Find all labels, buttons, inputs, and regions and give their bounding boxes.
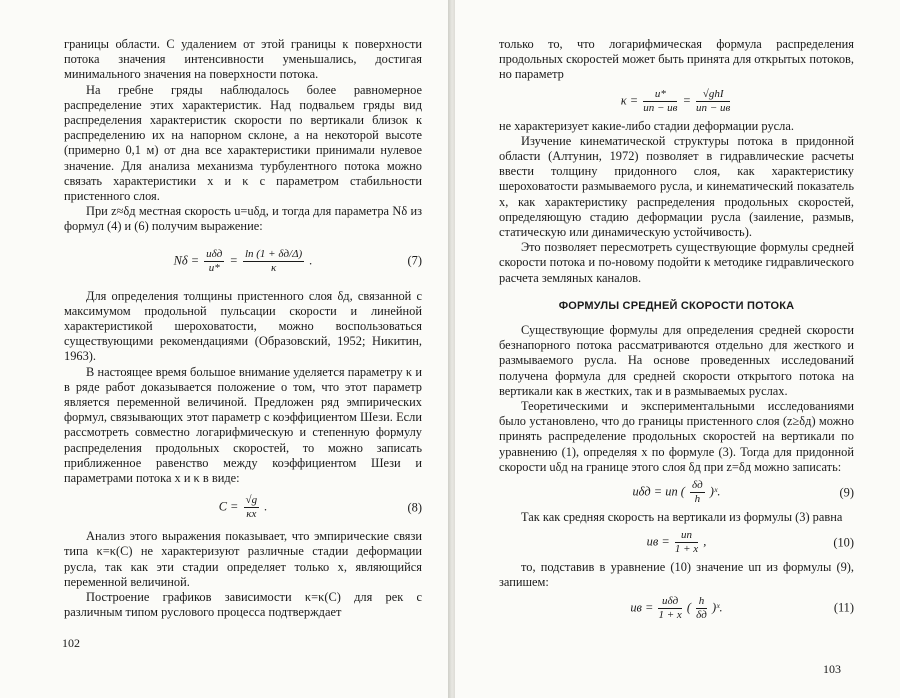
- left-para-4: Для определения толщины пристенного слоя δд, связанной с максимумом продольной пульсации скорости и линейной характеристикой шероховатости, можно воспользоваться существующими рекомендациями (Образовский, 1952; Никитин, 1963).: [64, 288, 422, 364]
- eq8-lhs: C =: [218, 499, 239, 514]
- right-text-column: [499, 37, 854, 622]
- eqk-f1-numerator: u*: [643, 88, 677, 102]
- eq11-f2-denominator: δд: [696, 608, 707, 621]
- right-page: [455, 0, 900, 698]
- equation-kappa: [499, 88, 854, 115]
- left-para-5: В настоящее время большое внимание уделяется параметру κ и в ряде работ доказывается положение о том, что этот параметр является переменной величиной. Предложен ряд эмпирических формул, связывающих этот параметр с коэффициентом Шези. Если рассмотреть совместно логарифмическую и степенную формулу распределения продольных скоростей, то можно записать приближенное равенство между коэффициентом Шези и параметрами потока x и κ в виде:: [64, 364, 422, 486]
- eqk-equals: =: [682, 92, 691, 107]
- equation-11: [499, 595, 854, 622]
- left-para-7: Построение графиков зависимости κ=κ(C) для рек с различным типом руслового процесса подтверждает: [64, 590, 422, 620]
- eq10-fraction: [675, 529, 698, 556]
- right-para-1: только то, что логарифмическая формула распределения продольных скоростей может быть принята для открытых потоков, но параметр: [499, 37, 854, 82]
- eqk-f1-denominator: uп − uв: [643, 101, 678, 114]
- eq9-lhs: uδд = uп (: [632, 484, 685, 499]
- section-heading: ФОРМУЛЫ СРЕДНЕЙ СКОРОСТИ ПОТОКА: [558, 299, 795, 312]
- eq11-number: (11): [833, 600, 854, 615]
- eq10-lhs: uв =: [646, 534, 670, 549]
- eq9-denominator: h: [694, 493, 701, 506]
- right-para-2: не характеризует какие-либо стадии деформации русла.: [499, 118, 794, 133]
- eq11-tail: )ˣ.: [711, 600, 723, 615]
- eq9-tail: )ˣ.: [709, 484, 721, 499]
- right-para-7: Так как средняя скорость на вертикали из формулы (3) равна: [521, 510, 843, 525]
- eq11-f1-numerator: uδд: [658, 595, 681, 609]
- eqk-f2-numerator: √ghI: [696, 88, 730, 102]
- eq11-f1-denominator: 1 + x: [658, 608, 682, 621]
- eq11-paren: (: [686, 600, 692, 615]
- equation-7: [64, 248, 422, 275]
- eq7-f2-denominator: κ: [270, 261, 277, 274]
- eq11-lhs: uв =: [630, 600, 654, 615]
- eqk-fraction-1: [643, 88, 677, 115]
- page-number-right: 103: [823, 662, 841, 676]
- eq8-number: (8): [407, 500, 422, 515]
- eq11-fraction-1: [658, 595, 681, 622]
- right-para-8: то, подставив в уравнение (10) значение uп из формулы (9), запишем:: [499, 560, 854, 590]
- eq8-denominator: κx: [246, 508, 257, 521]
- eq10-numerator: uп: [675, 529, 698, 543]
- left-para-1: границы области. С удалением от этой границы к поверхности потока значения интенсивности уменьшались, достигая минимального значения на поверхности потока.: [64, 37, 422, 82]
- eq8-tail: .: [264, 499, 268, 514]
- equation-9: [499, 479, 854, 506]
- eq8-fraction: [244, 494, 260, 521]
- page-number-left: 102: [62, 636, 80, 650]
- eqk-fraction-2: [696, 88, 730, 115]
- eq7-fraction-1: [204, 248, 224, 275]
- eq7-equals: =: [229, 252, 238, 267]
- left-para-2: На гребне гряды наблюдалось более равномерное распределение этих характеристик. Над подвальем гряды вид распределения характеристик скорости по вертикали близок к распределению их на напорном склоне, а на некоторой высоте (примерно 0,1 м) от дна все характеристики принимали нулевое значение. Для анализа механизма турбулентного потока можно связать характеристики x и κ с параметром стабильности пристенного слоя.: [64, 82, 422, 204]
- eq7-lhs: Nδ =: [173, 252, 200, 267]
- eq9-numerator: δд: [691, 479, 703, 492]
- equation-10: [499, 529, 854, 556]
- left-text-column: [64, 37, 422, 621]
- left-para-6: Анализ этого выражения показывает, что эмпирические связи типа κ=κ(C) не характеризуют различные стадии деформации русла, так как эти стадии определяет только x, являющийся переменной величиной.: [64, 529, 422, 589]
- eqk-f2-denominator: uп − uв: [696, 101, 731, 114]
- right-para-5: Существующие формулы для определения средней скорости безнапорного потока рассматриваются отдельно для жесткого и размываемого русла. На основе проведенных исследований получена формула для средней скорости открытого потока на вертикали как в жестких, так и в размываемых руслах.: [499, 323, 854, 398]
- left-para-3: При z≈δд местная скорость u=uδд, и тогда для параметра Nδ из формул (4) и (6) получим выражение:: [64, 204, 422, 234]
- eq7-f1-denominator: u*: [208, 261, 220, 274]
- eq10-number: (10): [833, 535, 854, 550]
- eq7-number: (7): [407, 253, 422, 268]
- eq11-f2-numerator: h: [696, 595, 707, 609]
- eq10-denominator: 1 + x: [674, 543, 699, 556]
- right-para-4: Это позволяет пересмотреть существующие формулы средней скорости потока и по-новому подойти к методике гидравлического расчета земляных каналов.: [499, 240, 854, 285]
- eq7-tail: .: [309, 252, 313, 267]
- right-para-3: Изучение кинематической структуры потока в придонной области (Алтунин, 1972) позволяет в гидравлические расчеты ввести толщину придонного слоя, как характеристику шероховатости размываемого русла, и кинематический показатель x, как характеристику распределения продольных скоростей, определяющую стадию деформации русла (заиление, размыв, статическую или динамическую устойчивость).: [499, 133, 854, 240]
- eq7-f2-numerator: ln (1 + δд/Δ): [244, 247, 303, 260]
- eq8-numerator: √g: [245, 494, 258, 507]
- eq11-fraction-2: [696, 595, 707, 622]
- eq7-fraction-2: [243, 248, 304, 275]
- eq9-number: (9): [839, 484, 854, 499]
- eq7-f1-numerator: uδд: [206, 247, 223, 260]
- eq9-fraction: [690, 479, 705, 506]
- right-para-6: Теоретическими и экспериментальными исследованиями было установлено, что до границы пристенного слоя (z≥δд) можно принять распределение продольных скоростей на вертикали по уравнению (1), определяя x по формуле (3). Тогда для придонной скорости uδд на границе этого слоя δд при z=δд можно записать:: [499, 399, 854, 474]
- equation-8: [64, 494, 422, 521]
- eqk-lhs: κ =: [620, 92, 639, 107]
- eq10-tail: ,: [703, 534, 707, 549]
